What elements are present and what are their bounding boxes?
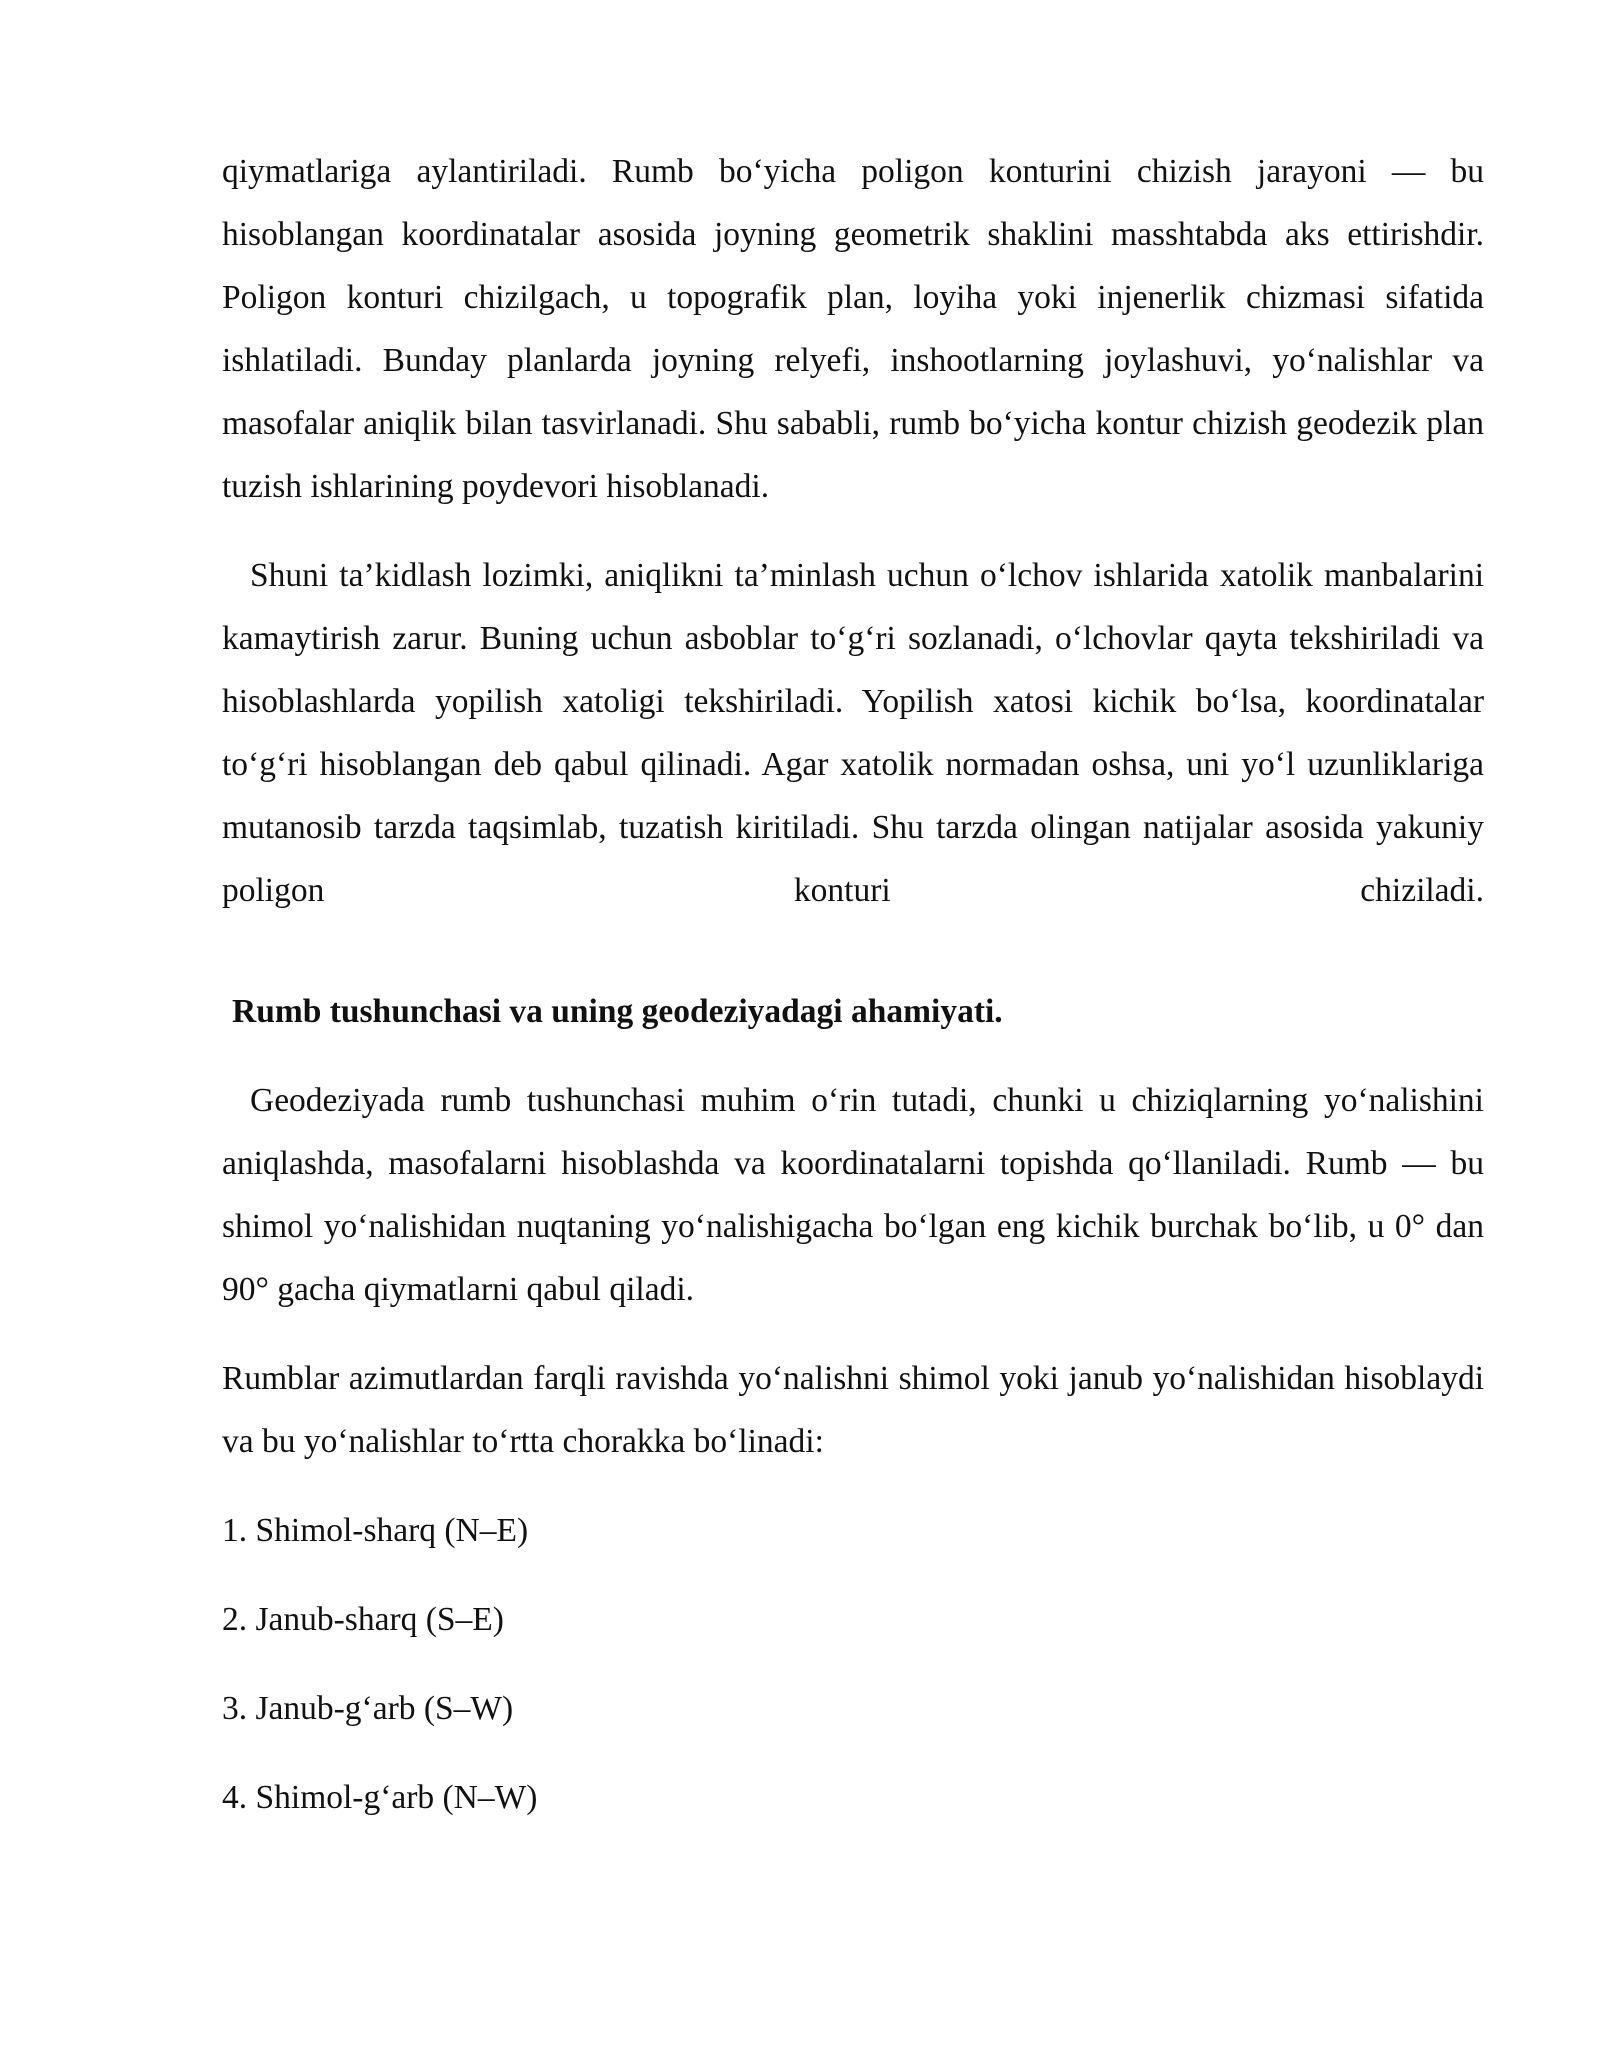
document-page — [222, 140, 1484, 1829]
list-item: 1. Shimol-sharq (N–E) — [222, 1512, 529, 1549]
section-heading: Rumb tushunchasi va uning geodeziyadagi ahamiyati. — [232, 993, 1003, 1030]
list-item: 4. Shimol-g‘arb (N–W) — [222, 1779, 538, 1816]
body-paragraph: qiymatlariga aylantiriladi. Rumb bo‘yicha poligon konturini chizish jarayoni — bu hisoblangan koordinatalar asosida joyning geometrik shaklini masshtabda aks ettirishdir. Poligon konturi chizilgach, u topografik plan, loyiha yoki injenerlik chizmasi sifatida ishlatiladi. Bunday planlarda joyning relyefi, inshootlarning joylashuvi, yo‘nalishlar va masofalar aniqlik bilan tasvirlanadi. Shu sababli, rumb bo‘yicha kontur chizish geodezik plan tuzish ishlarining poydevori hisoblanadi. — [222, 153, 1484, 505]
body-paragraph: Rumblar azimutlardan farqli ravishda yo‘nalishni shimol yoki janub yo‘nalishidan hisoblaydi va bu yo‘nalishlar to‘rtta chorakka bo‘linadi: — [222, 1360, 1484, 1460]
list-item: 3. Janub-g‘arb (S–W) — [222, 1690, 514, 1727]
list-item: 2. Janub-sharq (S–E) — [222, 1601, 504, 1638]
body-paragraph: Geodeziyada rumb tushunchasi muhim o‘rin tutadi, chunki u chiziqlarning yo‘nalishini aniqlashda, masofalarni hisoblashda va koordinatalarni topishda qo‘llaniladi. Rumb — bu shimol yo‘nalishidan nuqtaning yo‘nalishigacha bo‘lgan eng kichik burchak bo‘lib, u 0° dan 90° gacha qiymatlarni qabul qiladi. — [222, 1082, 1484, 1308]
body-paragraph: Shuni ta’kidlash lozimki, aniqlikni ta’minlash uchun o‘lchov ishlarida xatolik manbalarini kamaytirish zarur. Buning uchun asboblar to‘g‘ri sozlanadi, o‘lchovlar qayta tekshiriladi va hisoblashlarda yopilish xatoligi tekshiriladi. Yopilish xatosi kichik bo‘lsa, koordinatalar to‘g‘ri hisoblangan deb qabul qilinadi. Agar xatolik normadan oshsa, uni yo‘l uzunliklariga mutanosib tarzda taqsimlab, tuzatish kiritiladi. Shu tarzda olingan natijalar asosida yakuniy poligon konturi chiziladi. — [222, 557, 1484, 909]
